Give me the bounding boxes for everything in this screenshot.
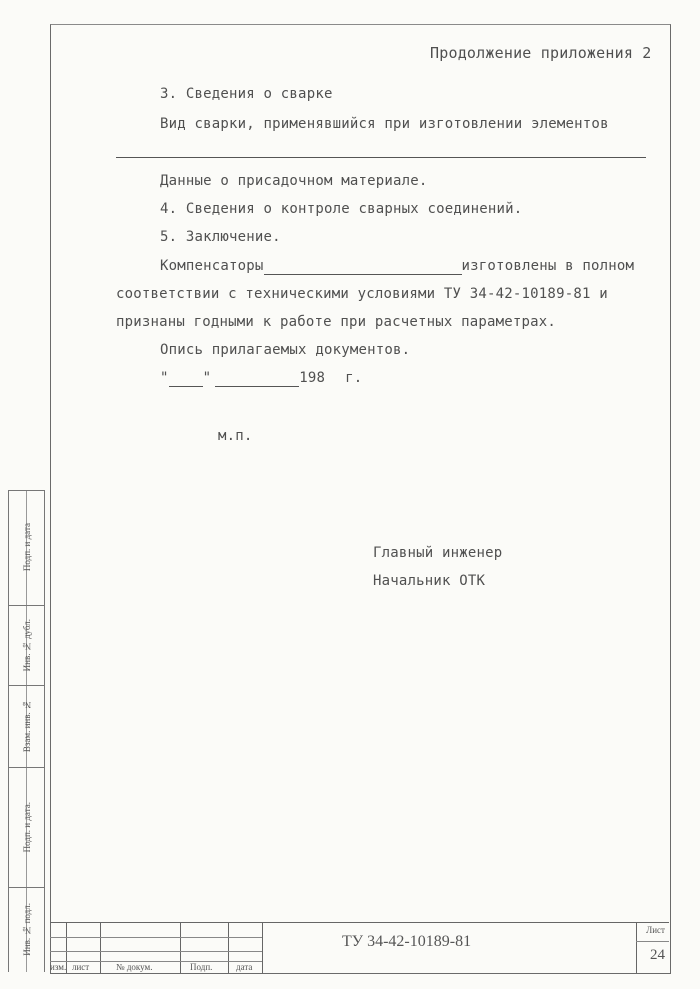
stamp-place: м.п. [218,428,253,444]
side-stamp-strip [8,490,45,972]
welding-type-label: Вид сварки, применявшийся при изготовлении элементов [160,116,609,132]
page-frame [50,24,671,974]
month-blank [215,370,299,387]
tb-row-line [636,941,669,942]
year-prefix: 198 [299,370,326,386]
tb-divider [636,923,637,973]
conformity-line: соответствии с техническими условиями ТУ 34-42-10189-81 и [116,286,608,302]
section4-title: 4. Сведения о контроле сварных соединений. [160,201,523,217]
quote-close: " [202,370,212,386]
compensator-type-blank [264,258,462,275]
col-podp-label: Подп. [190,962,213,972]
chief-engineer-label: Главный инженер [373,545,503,561]
col-docum-label: № докум. [116,962,153,972]
tb-row-line [50,951,262,952]
sheet-label: Лист [646,925,665,935]
otk-head-label: Начальник ОТК [373,573,486,589]
sign-date-cell-2: Подп. и дата. [21,801,32,853]
fitness-line: признаны годными к работе при расчетных параметрах. [116,314,557,330]
tb-divider [262,923,263,973]
quote-open: " [160,370,169,386]
col-list-label: лист [72,962,90,972]
manufactured-text: изготовлены в полном [461,258,635,274]
compensators-word: Компенсаторы [160,258,264,274]
tb-divider [100,923,101,973]
sheet-number: 24 [650,947,665,963]
inv-podl-cell: Инв. № подл. [21,903,32,956]
year-suffix: г. [345,370,363,386]
day-blank [169,370,203,387]
date-line [160,370,362,387]
section5-title: 5. Заключение. [160,229,281,245]
welding-type-blank-line [116,157,646,158]
tb-row-line [50,937,262,938]
inv-dubl-cell: Инв. № дубл. [21,618,32,672]
compensators-line [160,258,634,275]
document-number: ТУ 34-42-10189-81 [342,933,472,950]
col-izm-label: изм. [50,962,67,972]
col-data-label: дата [236,962,253,972]
docs-list-line: Опись прилагаемых документов. [160,342,411,358]
title-block [50,922,669,973]
tb-divider [228,923,229,973]
filler-data-line: Данные о присадочном материале. [160,173,428,189]
vzam-inv-cell: Взам. инв. № [21,699,32,753]
tb-divider [180,923,181,973]
continuation-header: Продолжение приложения 2 [430,44,652,62]
sign-date-cell-1: Подп. и дата [21,523,32,572]
section3-title: 3. Сведения о сварке [160,86,333,102]
